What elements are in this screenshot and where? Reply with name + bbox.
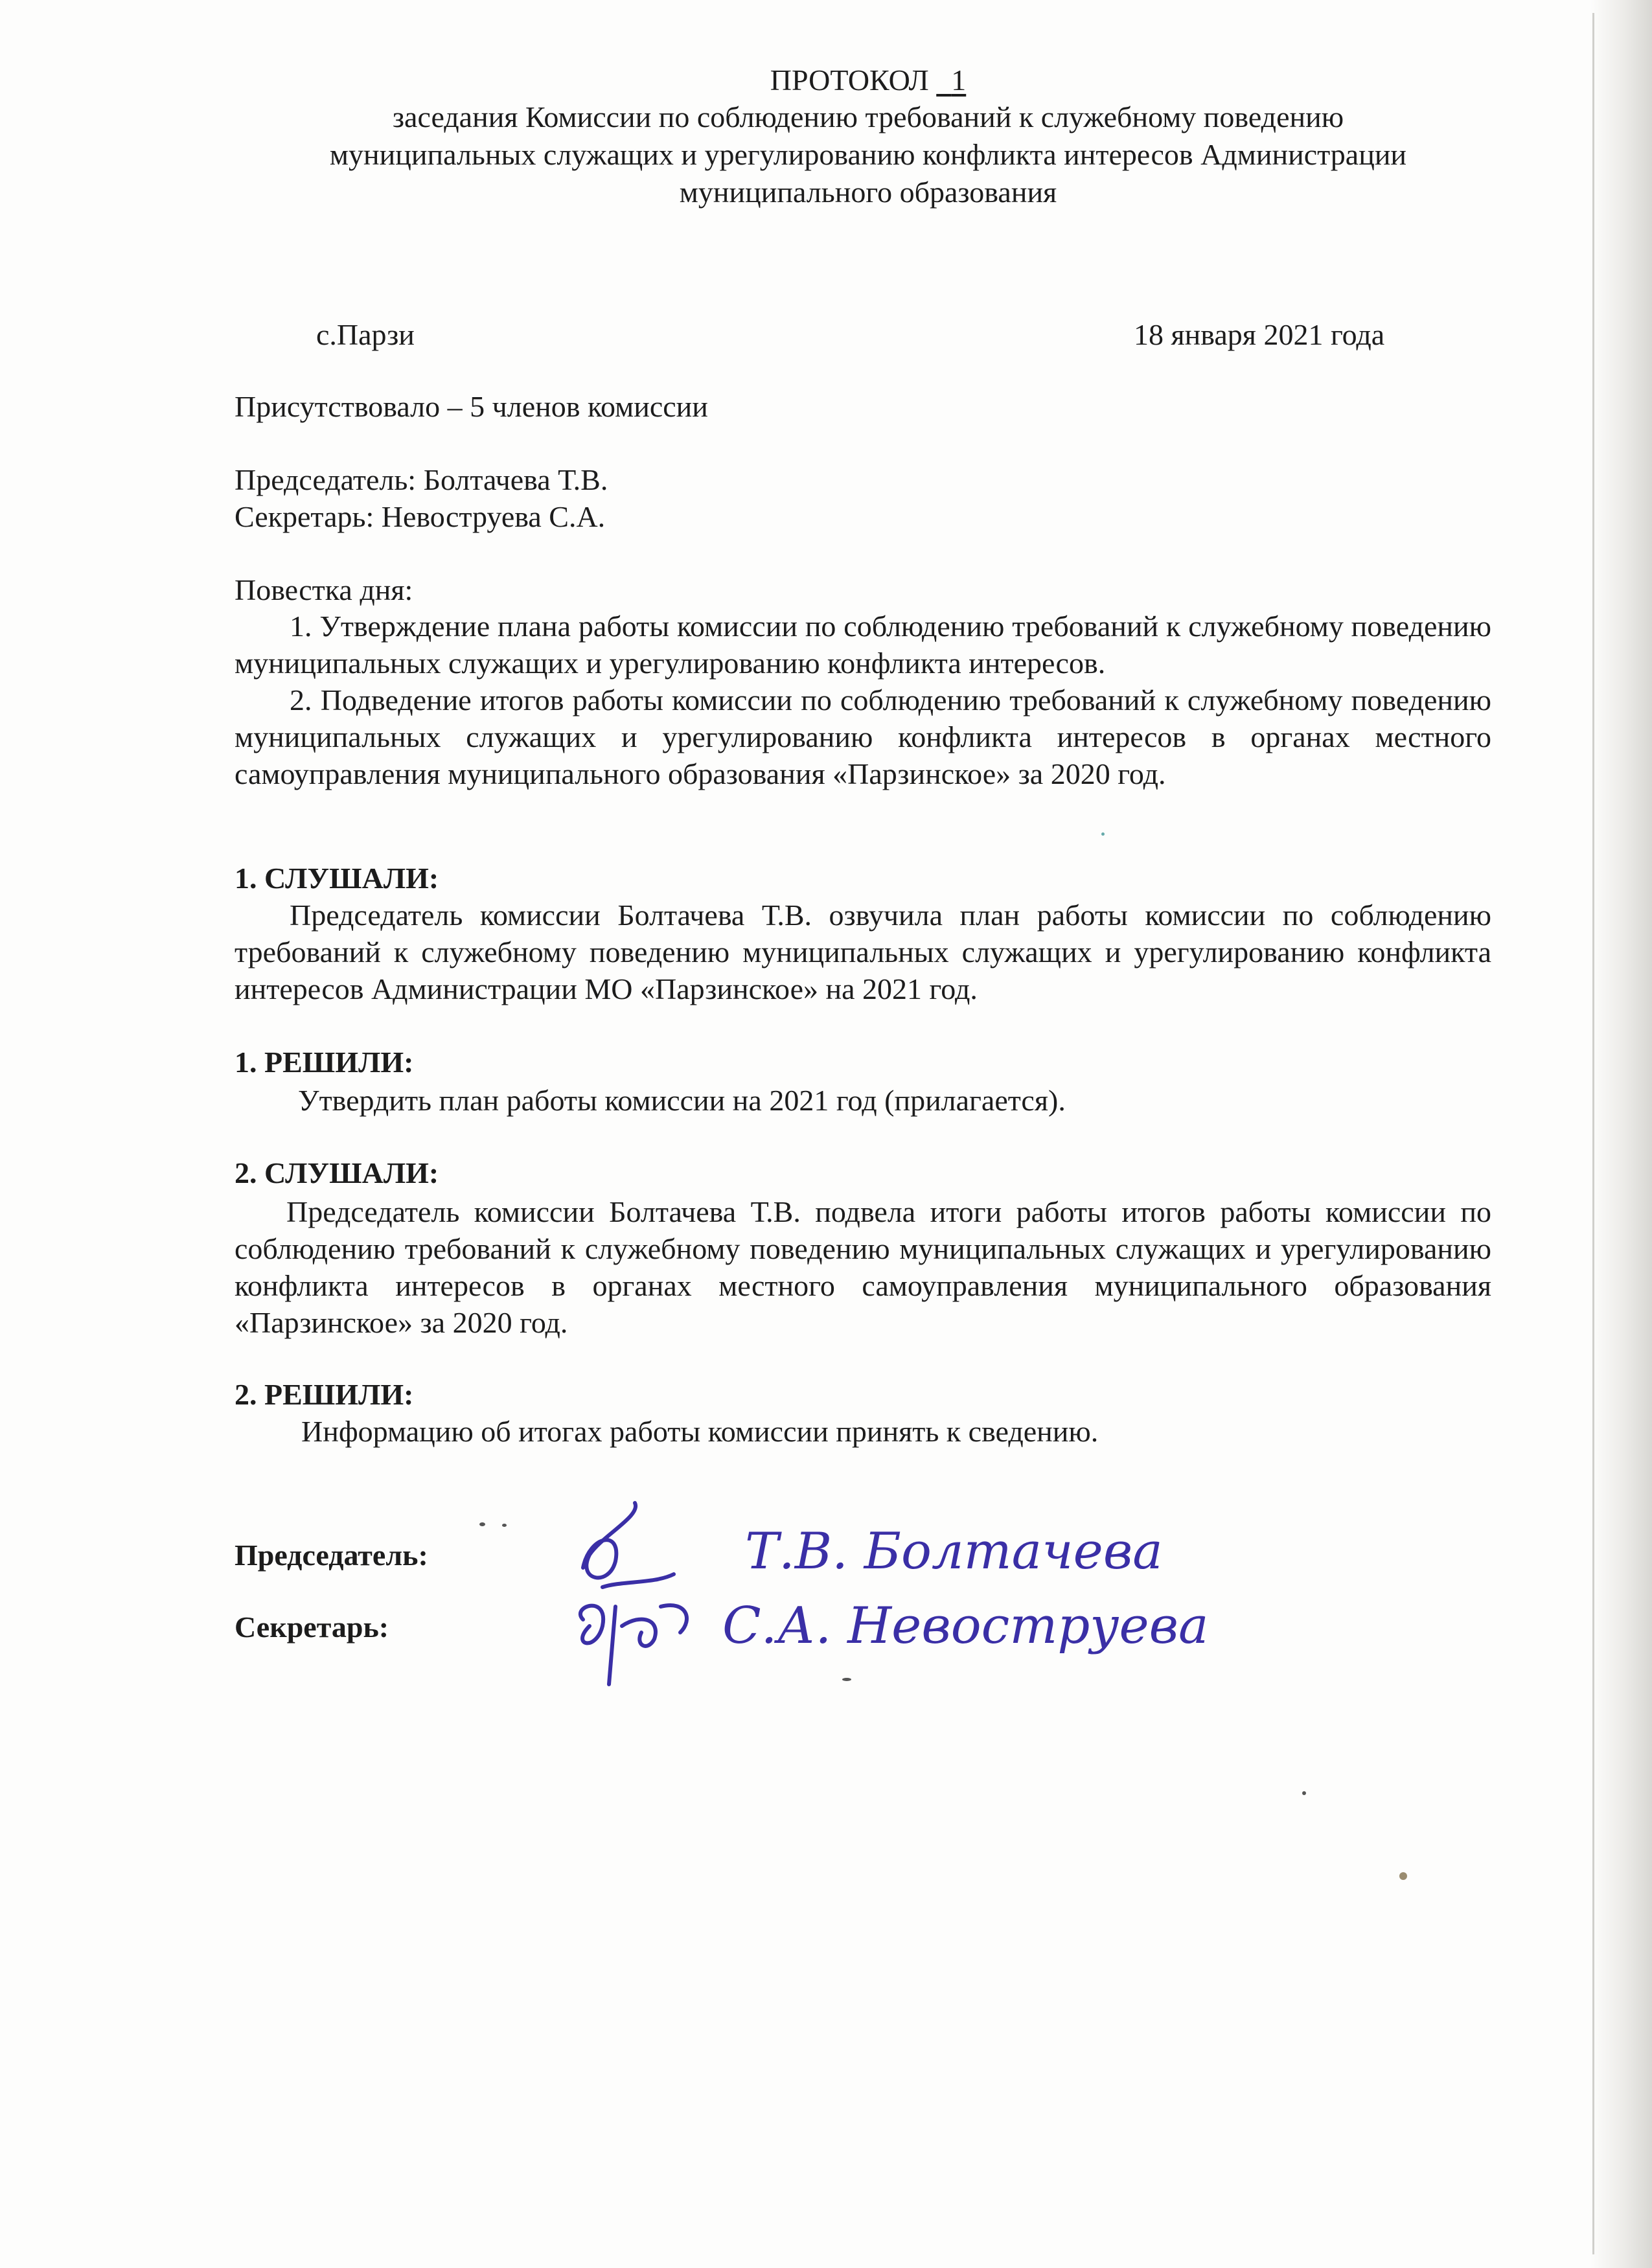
section-heading-4: 2. РЕШИЛИ: [235, 1378, 414, 1411]
scan-edge-line [1592, 13, 1594, 2254]
chairman-handwritten-name: Т.В. Болтачева [745, 1522, 1163, 1581]
scan-speck [1399, 1872, 1407, 1880]
secretary-signature-label: Секретарь: [235, 1610, 389, 1644]
section-heading-2: 1. РЕШИЛИ: [235, 1046, 414, 1079]
protocol-number: 1 [951, 63, 967, 97]
agenda-item-1: 1. Утверждение плана работы комиссии по соблюдению требований к служебному поведению муниципальных служащих и урегулированию конфликта интересов. [235, 610, 1491, 680]
secretary-line: Секретарь: Невоструева С.А. [235, 500, 606, 533]
secretary-handwritten-name: С.А. Невоструева [722, 1597, 1209, 1655]
section-text-3: Председатель комиссии Болтачева Т.В. подвела итоги работы итогов работы комиссии по соблюдению требований к служебному поведению муниципальных служащих и урегулированию конфликта интересов в органах местного самоуправления муниципального образования «Парзинское» за 2020 год. [235, 1195, 1491, 1339]
scan-speck [1302, 1791, 1306, 1795]
scan-speck [1101, 832, 1105, 836]
section-heading-1: 1. СЛУШАЛИ: [235, 862, 439, 895]
section-text-2: Утвердить план работы комиссии на 2021 год (прилагается). [298, 1084, 1066, 1117]
scan-speck [502, 1524, 507, 1527]
chairman-line: Председатель: Болтачева Т.В. [235, 463, 608, 496]
meeting-place: с.Парзи [316, 318, 415, 351]
scan-speck [479, 1522, 485, 1526]
protocol-heading [0, 63, 1652, 97]
protocol-word: ПРОТОКОЛ [770, 63, 929, 97]
secretary-signature-scribble [557, 1581, 713, 1710]
title-line-3: муниципального образования [679, 176, 1057, 209]
chairman-signature-label: Председатель: [235, 1539, 428, 1572]
title-line-2: муниципальных служащих и урегулированию конфликта интересов Администрации [329, 138, 1407, 171]
section-text-1: Председатель комиссии Болтачева Т.В. озвучила план работы комиссии по соблюдению требований к служебному поведению муниципальных служащих и урегулированию конфликта интересов Администрации МО «Парзинское» на 2021 год. [235, 899, 1491, 1005]
meeting-date: 18 января 2021 года [1134, 318, 1385, 351]
section-text-4: Информацию об итогах работы комиссии принять к сведению. [301, 1415, 1099, 1448]
scan-speck [842, 1678, 851, 1681]
agenda-title: Повестка дня: [235, 573, 413, 606]
scan-edge-shadow [1590, 0, 1652, 2268]
title-line-1: заседания Комиссии по соблюдению требований к служебному поведению [392, 100, 1344, 133]
section-heading-3: 2. СЛУШАЛИ: [235, 1156, 439, 1189]
attendance-line: Присутствовало – 5 членов комиссии [235, 390, 708, 423]
agenda-item-2: 2. Подведение итогов работы комиссии по соблюдению требований к служебному поведению муниципальных служащих и урегулированию конфликта интересов в органах местного самоуправления муниципального образования «Парзинское» за 2020 год. [235, 683, 1491, 790]
